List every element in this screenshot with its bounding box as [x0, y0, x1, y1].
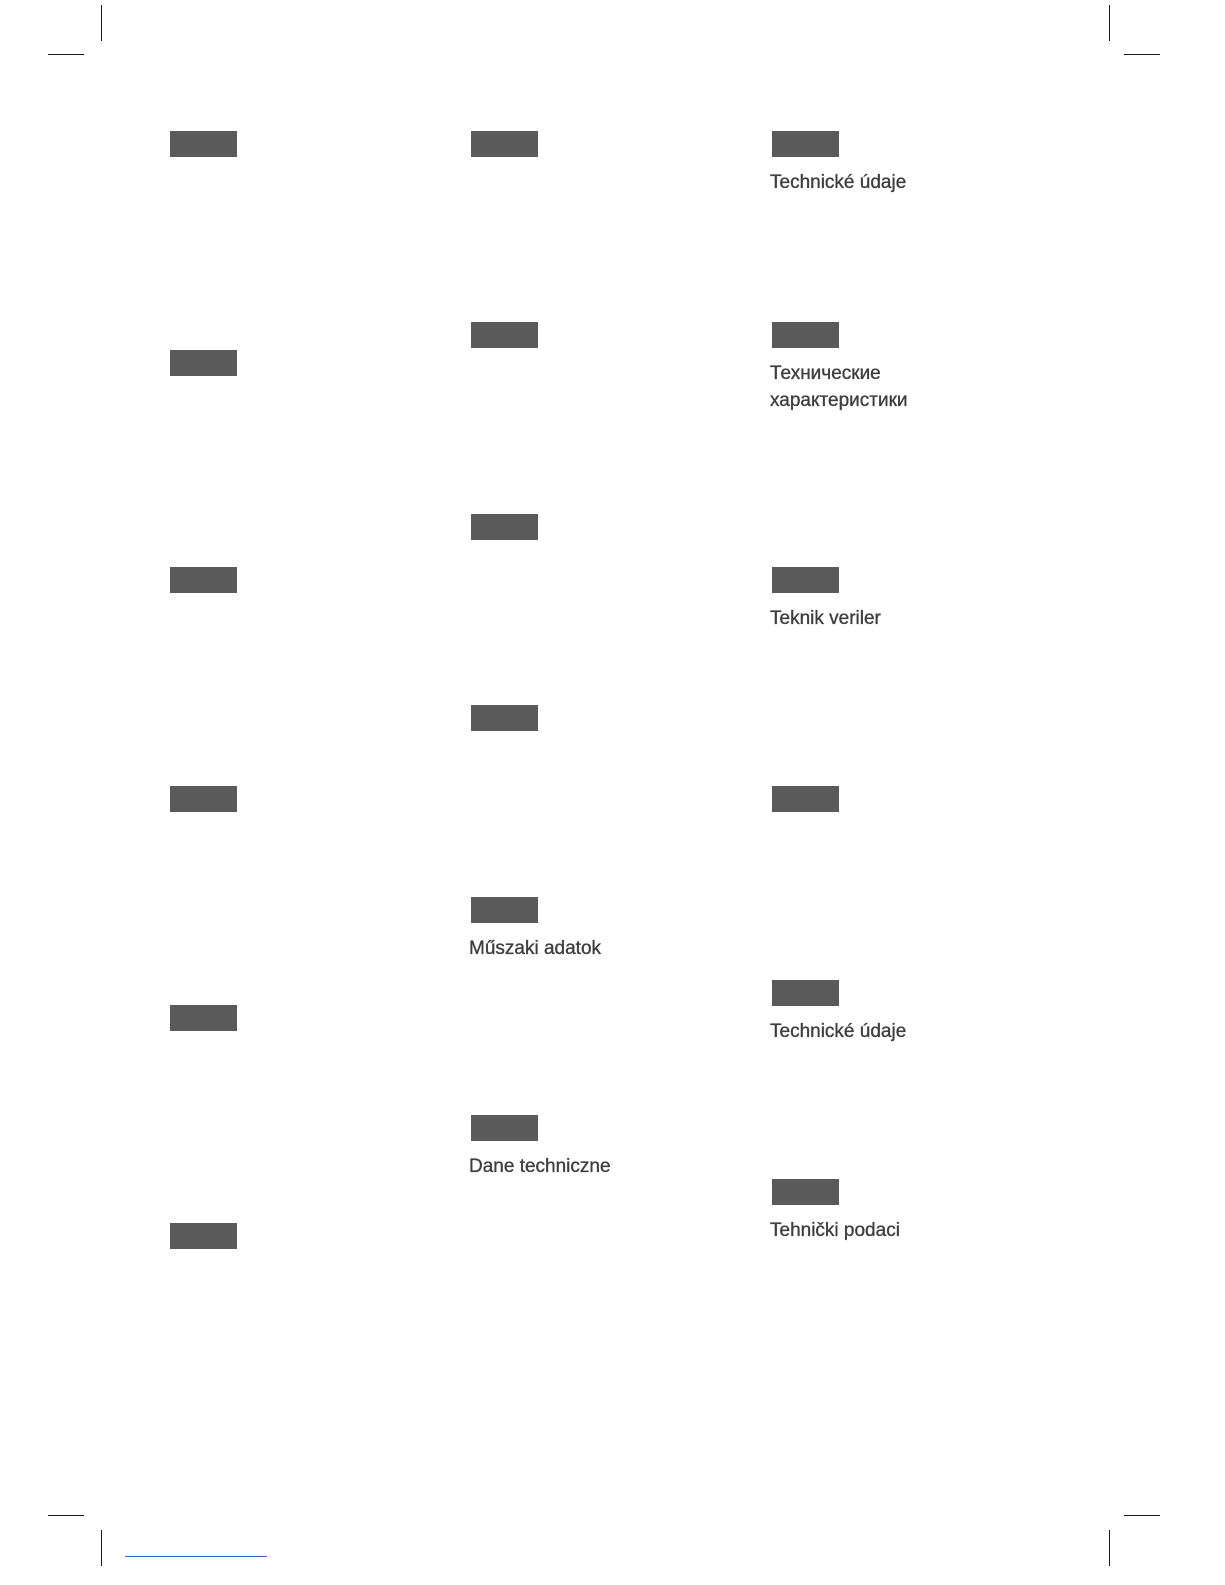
section-tab	[471, 322, 538, 348]
section-heading: Tehnički podaci	[770, 1220, 900, 1241]
section	[772, 786, 1032, 812]
section-tab	[772, 786, 839, 812]
crop-mark-bottom-right-horizontal	[1124, 1515, 1160, 1516]
section-tab	[471, 131, 538, 157]
section-tab	[772, 322, 839, 348]
section-tab	[170, 1223, 237, 1249]
section-heading: Dane techniczne	[469, 1156, 611, 1177]
section-tab	[772, 980, 839, 1006]
section	[772, 567, 1032, 632]
section-tab	[170, 786, 237, 812]
section-tab	[471, 897, 538, 923]
section	[772, 1179, 1032, 1244]
section-tab	[471, 1115, 538, 1141]
section	[170, 786, 430, 812]
section-tab	[471, 514, 538, 540]
crop-mark-bottom-left-horizontal	[48, 1515, 84, 1516]
section-heading: Technické údaje	[770, 172, 907, 193]
footer-rule	[125, 1556, 267, 1557]
section-tab	[170, 131, 237, 157]
section	[772, 980, 1032, 1045]
section-tab	[170, 567, 237, 593]
section	[170, 350, 430, 376]
section	[170, 1005, 430, 1031]
section-tab	[471, 705, 538, 731]
crop-mark-top-left-horizontal	[48, 54, 84, 55]
crop-mark-top-right-vertical	[1109, 5, 1110, 41]
column-left	[170, 0, 430, 1585]
section-tab	[170, 350, 237, 376]
section	[170, 1223, 430, 1249]
section	[471, 322, 731, 348]
column-middle	[471, 0, 731, 1585]
section	[471, 897, 731, 962]
section-tab	[170, 1005, 237, 1031]
section-heading: Teknik veriler	[770, 608, 881, 629]
section-tab	[772, 1179, 839, 1205]
crop-mark-bottom-left-vertical	[101, 1530, 102, 1566]
section	[471, 1115, 731, 1180]
section	[471, 514, 731, 540]
crop-mark-top-right-horizontal	[1124, 54, 1160, 55]
section-tab	[772, 131, 839, 157]
section	[772, 131, 1032, 196]
section-heading: Műszaki adatok	[469, 938, 602, 959]
column-right	[772, 0, 1032, 1585]
section-heading: Technické údaje	[770, 1021, 907, 1042]
crop-mark-bottom-right-vertical	[1109, 1530, 1110, 1566]
section	[471, 131, 731, 157]
section-heading: Технические характеристики	[770, 363, 908, 411]
section-tab	[772, 567, 839, 593]
section	[471, 705, 731, 731]
crop-mark-top-left-vertical	[101, 5, 102, 41]
section	[170, 567, 430, 593]
section	[170, 131, 430, 157]
section	[772, 322, 1032, 414]
